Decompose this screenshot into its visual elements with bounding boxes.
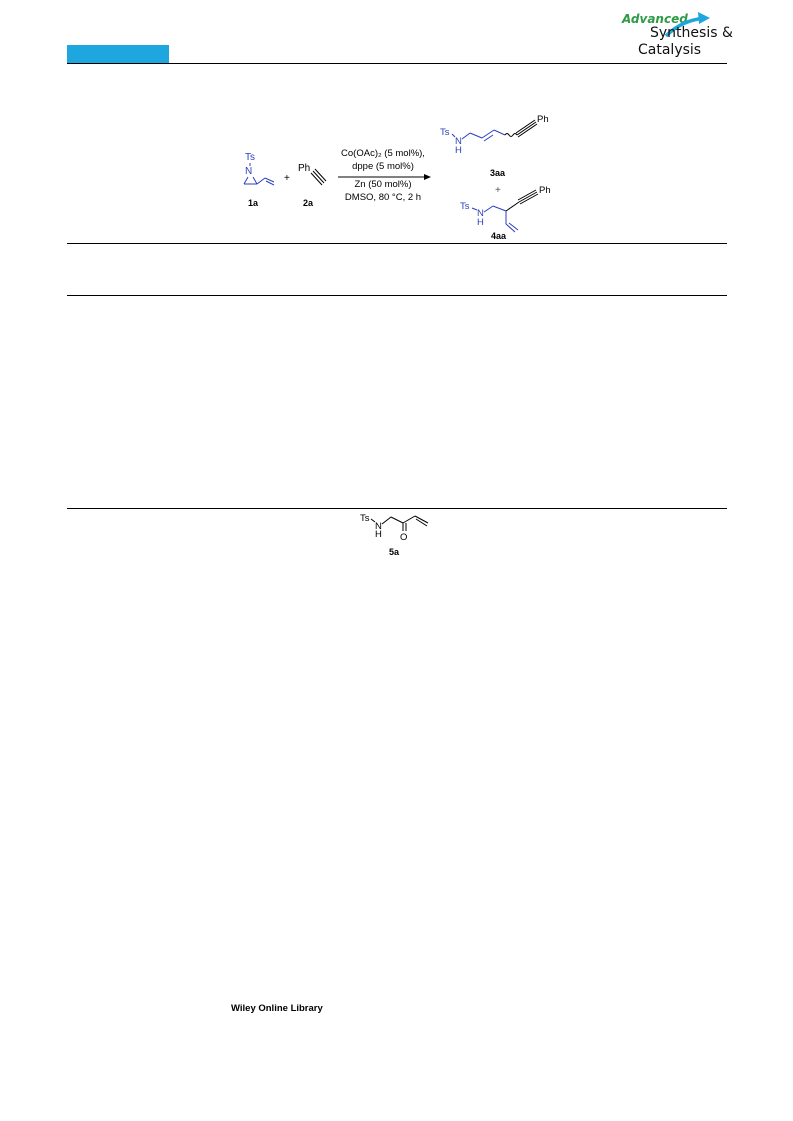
table-rule-header	[67, 295, 727, 296]
condition-line-3: Zn (50 mol%)	[354, 179, 412, 190]
ph-label: Ph	[539, 185, 551, 196]
ph-label: Ph	[537, 114, 549, 125]
table-rule-bottom	[67, 508, 727, 509]
h-label: H	[375, 529, 382, 540]
table-rule-top	[67, 243, 727, 244]
condition-line-1: Co(OAc)₂ (5 mol%),	[341, 148, 425, 159]
reactant-1a	[244, 152, 274, 208]
product-3aa	[440, 114, 549, 178]
ts-label: Ts	[360, 513, 370, 524]
compound-label: 3aa	[490, 168, 506, 178]
ts-label: Ts	[440, 127, 450, 138]
compound-label: 5a	[389, 547, 400, 557]
product-4aa	[460, 185, 551, 241]
logo-line-catalysis: Catalysis	[638, 42, 702, 58]
reactant-2a	[298, 163, 326, 208]
logo-line-advanced: Advanced	[622, 12, 688, 26]
plus-sign: +	[284, 173, 290, 184]
n-label: N	[375, 521, 382, 532]
h-label: H	[477, 217, 484, 228]
footer-publisher[interactable]: Wiley Online Library	[231, 1003, 323, 1014]
o-label: O	[400, 532, 408, 543]
reaction-arrow-icon	[424, 174, 431, 180]
compound-label: 1a	[248, 198, 259, 208]
n-label: N	[477, 208, 484, 219]
condition-line-4: DMSO, 80 °C, 2 h	[344, 192, 422, 203]
condition-line-2: dppe (5 mol%)	[352, 161, 414, 172]
reaction-conditions	[338, 148, 431, 203]
plus-sign: +	[495, 185, 501, 196]
reaction-scheme	[0, 0, 793, 300]
n-label: N	[245, 166, 253, 177]
byproduct-5a	[355, 510, 445, 565]
n-label: N	[455, 136, 462, 147]
ts-label: Ts	[245, 152, 255, 163]
compound-label: 4aa	[491, 231, 507, 241]
ph-label: Ph	[298, 163, 311, 174]
logo-line-synthesis: Synthesis &	[650, 25, 733, 41]
h-label: H	[455, 145, 462, 156]
ts-label: Ts	[460, 201, 470, 212]
compound-label: 2a	[303, 198, 314, 208]
